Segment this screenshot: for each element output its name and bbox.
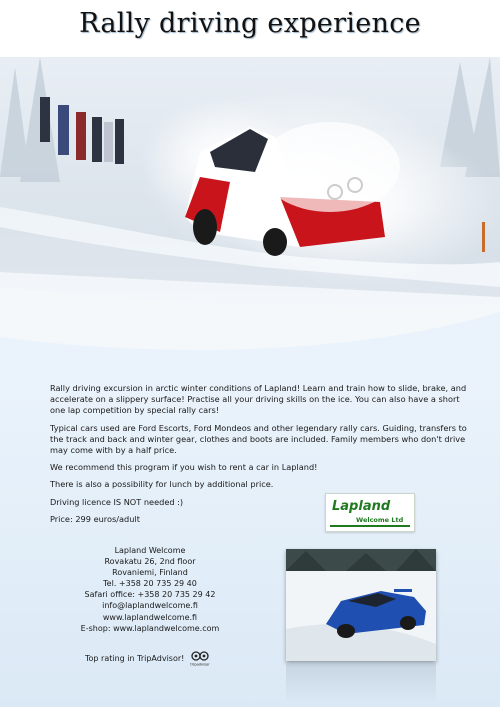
contact-address-1: Rovakatu 26, 2nd floor xyxy=(104,557,196,567)
paragraph-intro: Rally driving excursion in arctic winter conditions of Lapland! Learn and train how to slide, brake, and accelerate on a slippery surface! Practise all your driving skills on the ice. You can also have a short one lap competition by special rally cars! xyxy=(50,383,467,416)
contact-email-link[interactable]: info@laplandwelcome.fi xyxy=(102,601,198,611)
rating-text: Top rating in TripAdvisor! xyxy=(85,653,185,663)
contact-block xyxy=(55,545,245,634)
logo-underline xyxy=(330,525,410,527)
rally-car-photo xyxy=(286,549,436,661)
tripadvisor-label: tripadvisor xyxy=(190,662,211,666)
photo-reflection xyxy=(286,663,436,703)
contact-address-2: Rovaniemi, Finland xyxy=(112,568,188,578)
paragraph-licence: Driving licence IS NOT needed :) xyxy=(50,496,184,507)
contact-website-link[interactable]: www.laplandwelcome.fi xyxy=(102,612,198,622)
contact-name: Lapland Welcome xyxy=(114,546,186,555)
contact-tel: Tel. +358 20 735 29 40 xyxy=(103,579,197,589)
paragraph-lunch: There is also a possibility for lunch by additional price. xyxy=(50,479,274,490)
paragraph-cars: Typical cars used are Ford Escorts, Ford Mondeos and other legendary rally cars. Guiding, transfers to the track and back and winter gear, clothes and boots are included. Family members who don't drive may come with by a half price. xyxy=(50,422,467,456)
contact-safari-office: Safari office: +358 20 735 29 42 xyxy=(84,590,216,600)
tripadvisor-rating xyxy=(85,650,210,666)
lapland-welcome-logo xyxy=(325,493,415,532)
paragraph-price: Price: 299 euros/adult xyxy=(50,513,140,524)
page-title: Rally driving experience xyxy=(79,8,421,39)
logo-main-text: Lapland xyxy=(332,499,391,514)
contact-eshop-link[interactable]: E-shop: www.laplandwelcome.com xyxy=(80,623,220,633)
paragraph-recommend: We recommend this program if you wish to rent a car in Lapland! xyxy=(50,462,318,473)
hero-rally-photo xyxy=(0,57,500,372)
logo-sub-text: Welcome Ltd xyxy=(356,516,404,524)
tripadvisor-owl-icon xyxy=(190,650,210,666)
